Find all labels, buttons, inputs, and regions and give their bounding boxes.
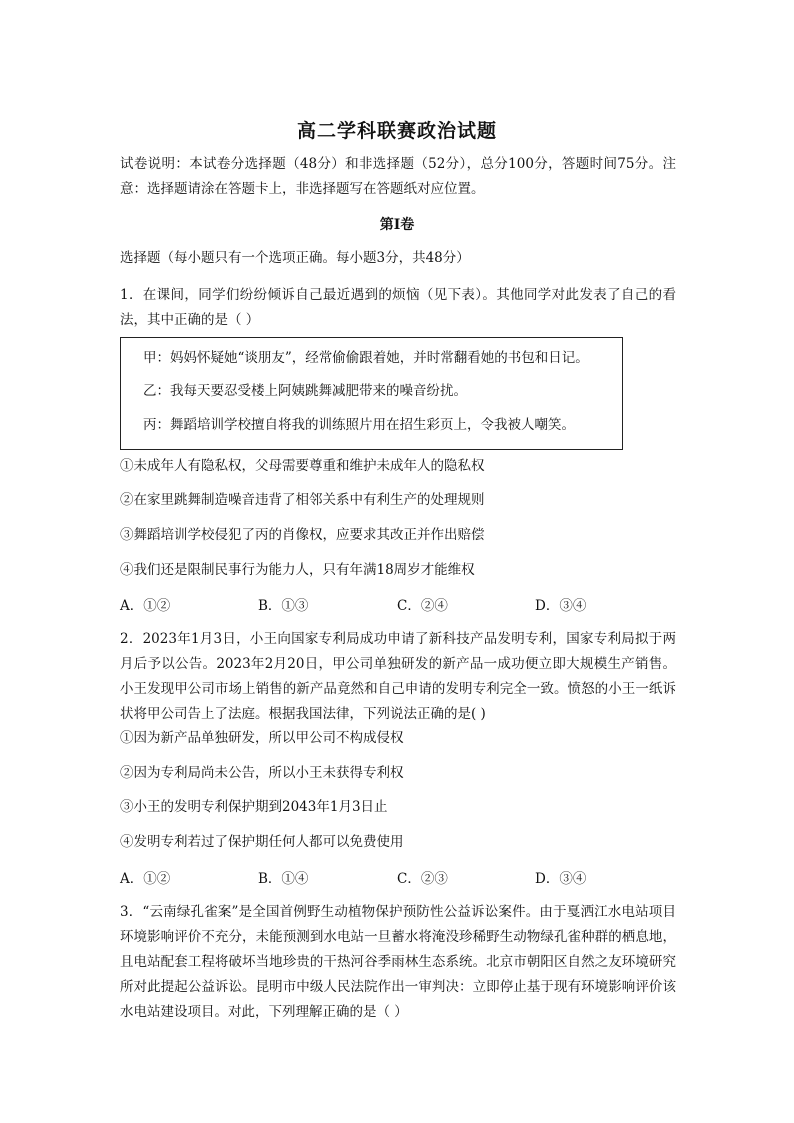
question-1-table	[120, 337, 623, 450]
question-1-option: ③舞蹈培训学校侵犯了丙的肖像权，应要求其改正并作出赔偿	[120, 527, 485, 543]
choice-a[interactable]: A．①②	[120, 871, 171, 887]
question-2-choices	[120, 867, 676, 889]
question-2-option: ④发明专利若过了保护期任何人都可以免费使用	[120, 834, 404, 850]
section-heading: 第Ⅰ卷	[379, 217, 415, 233]
choice-b[interactable]: B．①③	[258, 598, 309, 614]
choice-c[interactable]: C．②③	[397, 871, 448, 887]
question-1-choices	[120, 594, 676, 616]
question-1-option: ②在家里跳舞制造噪音违背了相邻关系中有利生产的处理规则	[120, 492, 485, 508]
choice-d[interactable]: D．③④	[535, 598, 587, 614]
question-2-option: ①因为新产品单独研发，所以甲公司不构成侵权	[120, 730, 404, 746]
table-row: 丙：舞蹈培训学校擅自将我的训练照片用在招生彩页上，令我被人嘲笑。	[143, 417, 575, 433]
question-1-option: ④我们还是限制民事行为能力人，只有年满18周岁才能维权	[120, 562, 475, 578]
choice-b[interactable]: B．①④	[258, 871, 309, 887]
instructions: 试卷说明：本试卷分选择题（48分）和非选择题（52分），总分100分，答题时间75分。注意：选择题请涂在答题卡上，非选择题写在答题纸对应位置。	[120, 156, 676, 197]
choice-d[interactable]: D．③④	[535, 871, 587, 887]
table-row: 甲：妈妈怀疑她“谈朋友”，经常偷偷跟着她，并时常翻看她的书包和日记。	[143, 350, 589, 366]
choice-c[interactable]: C．②④	[397, 598, 448, 614]
question-2-option: ②因为专利局尚未公告，所以小王未获得专利权	[120, 765, 404, 781]
question-2-option: ③小王的发明专利保护期到2043年1月3日止	[120, 799, 388, 815]
part-label: 选择题（每小题只有一个选项正确。每小题3分，共48分）	[120, 250, 470, 266]
choice-a[interactable]: A．①②	[120, 598, 171, 614]
table-row: 乙：我每天要忍受楼上阿姨跳舞减肥带来的噪音纷扰。	[143, 383, 467, 399]
page-title: 高二学科联赛政治试题	[296, 120, 497, 142]
question-2-stem: 2．2023年1月3日，小王向国家专利局成功申请了新科技产品发明专利，国家专利局拟于两月后予以公告。2023年2月20日，甲公司单独研发的新产品一成功便立即大规模生产销售。小王发现甲公司市场上销售的新产品竟然和自己申请的发明专利完全一致。愤怒的小王一纸诉状将甲公司告上了法庭。根据我国法律，下列说法正确的是( )	[120, 631, 676, 722]
question-1-option: ①未成年人有隐私权，父母需要尊重和维护未成年人的隐私权	[120, 458, 485, 474]
question-1-stem: 1．在课间，同学们纷纷倾诉自己最近遇到的烦恼（见下表）。其他同学对此发表了自己的看法，其中正确的是（ ）	[120, 287, 676, 328]
question-3-stem: 3．“云南绿孔雀案”是全国首例野生动植物保护预防性公益诉讼案件。由于戛洒江水电站项目环境影响评价不充分，未能预测到水电站一旦蓄水将淹没珍稀野生动物绿孔雀种群的栖息地，且电站配套工程将破坏当地珍贵的干热河谷季雨林生态系统。北京市朝阳区自然之友环境研究所对此提起公益诉讼。昆明市中级人民法院作出一审判决：立即停止基于现有环境影响评价该水电站建设项目。对此，下列理解正确的是（ ）	[120, 904, 676, 1020]
